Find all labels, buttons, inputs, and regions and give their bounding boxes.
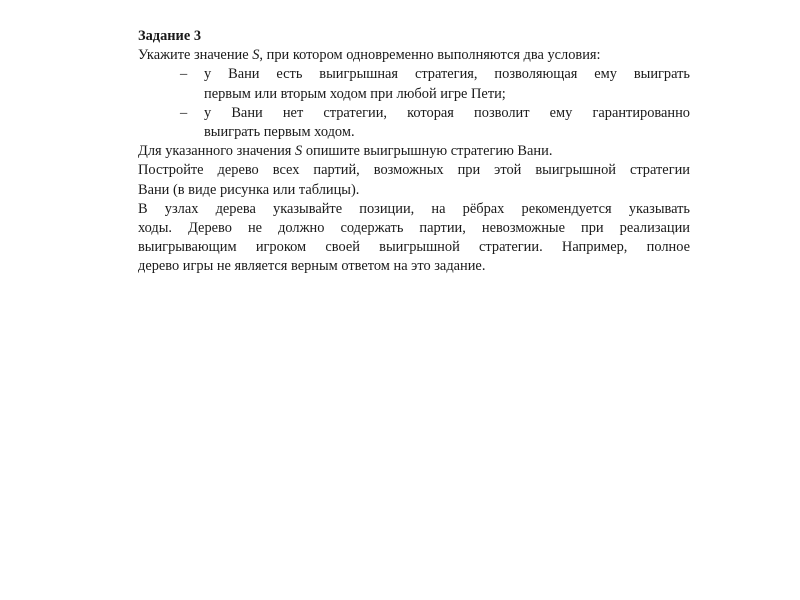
intro-text-before: Укажите значение (138, 47, 253, 64)
task-text-block (138, 27, 690, 277)
conditions-list (138, 65, 690, 142)
dash-bullet: – (180, 104, 188, 121)
variable-s: S (295, 143, 303, 160)
strategy-instruction (138, 142, 690, 161)
tree-instruction-line-1: Постройте дерево всех партий, возможных при этой выигрышной стратегии (138, 162, 690, 179)
tree-instruction-line-2: Вани (в виде рисунка или таблицы). (138, 181, 360, 198)
nodes-instruction-line-4: дерево игры не является верным ответом на это задание. (138, 258, 486, 275)
condition-item-2 (138, 104, 690, 142)
strategy-text-after: опишите выигрышную стратегию Вани. (302, 143, 553, 160)
condition-1-line-1: у Вани есть выигрышная стратегия, позволяющая ему выиграть (204, 66, 690, 83)
condition-item-1 (138, 65, 690, 103)
variable-s: S (252, 47, 260, 64)
condition-2-line-1: у Вани нет стратегии, которая позволит ему гарантированно (204, 104, 690, 121)
nodes-instruction-line-3: выигрывающим игроком своей выигрышной стратегии. Например, полное (138, 239, 690, 256)
task-title: Задание 3 (138, 28, 202, 44)
nodes-instruction-line-2: ходы. Дерево не должно содержать партии, невозможные при реализации (138, 220, 690, 237)
task-intro (138, 46, 690, 65)
condition-2-line-2: выиграть первым ходом. (204, 124, 355, 141)
condition-1-line-2: первым или вторым ходом при любой игре Пети; (204, 85, 506, 102)
dash-bullet: – (180, 66, 188, 83)
intro-text-after: , при котором одновременно выполняются два условия: (259, 47, 601, 64)
nodes-instruction-line-1: В узлах дерева указывайте позиции, на рёбрах рекомендуется указывать (138, 200, 690, 217)
strategy-text-before: Для указанного значения (138, 143, 296, 160)
